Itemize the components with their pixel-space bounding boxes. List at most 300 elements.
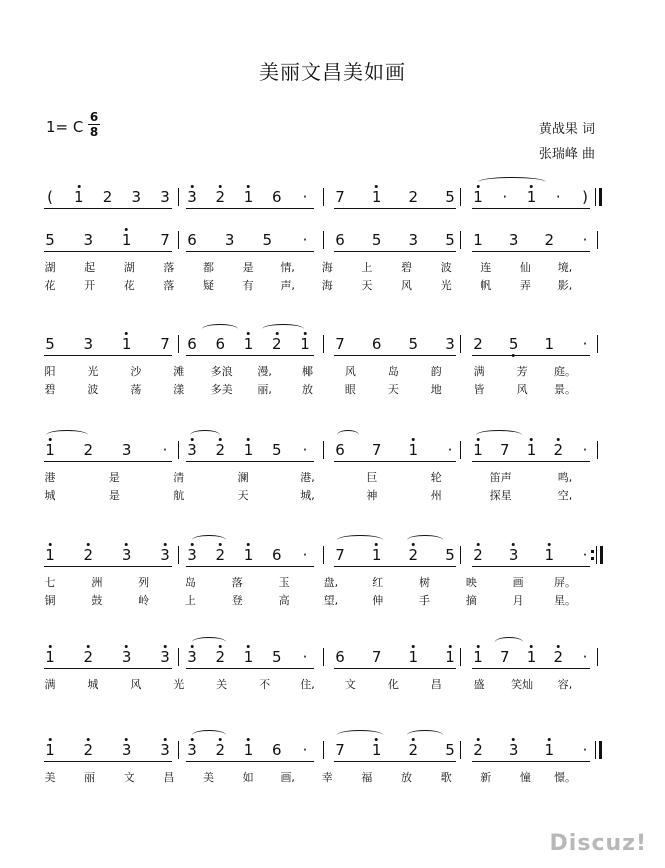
note-digit: 1	[243, 335, 254, 353]
barline	[597, 231, 598, 249]
note	[527, 648, 537, 666]
beam-underline	[334, 761, 456, 762]
lyric-syllable: 城	[87, 678, 99, 691]
note-digit: ·	[302, 741, 308, 759]
octave-dot	[375, 185, 378, 188]
note	[84, 441, 94, 459]
note-digit: 7	[371, 648, 382, 666]
note	[45, 546, 55, 564]
note	[335, 335, 345, 353]
lyric-syllable: 荡	[130, 383, 142, 396]
beam-underline	[334, 668, 456, 669]
note	[372, 441, 382, 459]
lyric-syllable: 昌	[163, 771, 175, 784]
lyric-syllable: 神	[366, 489, 378, 502]
repeat-barline-thin	[596, 546, 597, 564]
lyric-syllable: 湖	[123, 261, 135, 274]
note	[131, 188, 141, 206]
octave-dot	[557, 438, 560, 441]
note-digit: 1	[473, 188, 483, 206]
octave-dot	[412, 438, 415, 441]
note	[500, 648, 510, 666]
octave-dot	[190, 185, 193, 188]
lyric-syllable: 文	[344, 678, 356, 691]
note-digit: 1	[300, 335, 310, 353]
lyric-syllable: 映	[465, 576, 477, 589]
note-digit: 1	[121, 335, 132, 353]
lyric-syllable: 月	[512, 594, 524, 607]
lyric-syllable: 漫,	[257, 365, 272, 378]
note	[45, 441, 55, 459]
note-digit: 1	[526, 441, 537, 459]
repeat-dot	[591, 550, 594, 553]
lyric-syllable: 丽	[84, 771, 96, 784]
note-digit: 2	[83, 546, 94, 564]
note-digit: 1	[45, 741, 55, 759]
beam-underline	[334, 461, 456, 462]
staff-system	[0, 433, 665, 513]
note	[160, 741, 170, 759]
note-digit: 1	[445, 648, 455, 666]
note	[187, 335, 197, 353]
slur-arc	[262, 324, 304, 334]
note	[84, 648, 94, 666]
lyric-syllable: 笛声	[489, 471, 512, 484]
note	[527, 441, 537, 459]
slur-arc	[337, 430, 359, 440]
octave-dot	[125, 332, 128, 335]
barline	[178, 741, 179, 759]
final-barline-thin	[595, 741, 596, 759]
octave-dot	[163, 543, 166, 546]
note	[372, 546, 382, 564]
note	[473, 335, 483, 353]
note-digit: 3	[508, 231, 519, 249]
lyric-syllable: 风	[344, 365, 356, 378]
lyric-syllable: 化	[387, 678, 399, 691]
note-digit: 6	[271, 188, 282, 206]
note	[187, 546, 197, 564]
lyric-syllable: 花	[44, 279, 56, 292]
beam-underline	[334, 251, 456, 252]
note	[187, 231, 197, 249]
time-signature-bottom: 8	[89, 125, 99, 139]
note-digit: 2	[83, 441, 94, 459]
barline	[323, 741, 324, 759]
note-digit: 3	[121, 441, 132, 459]
lyric-syllable: 地	[430, 383, 442, 396]
time-signature-top: 6	[89, 110, 99, 124]
note-digit: ·	[582, 648, 588, 666]
octave-dot	[219, 185, 222, 188]
note-digit: 5	[371, 231, 382, 249]
octave-dot	[247, 185, 250, 188]
beam-underline	[472, 761, 590, 762]
barline	[460, 441, 461, 459]
note	[303, 231, 308, 249]
note	[303, 648, 308, 666]
note-digit: 2	[473, 335, 483, 353]
slur-arc	[46, 430, 88, 440]
note-digit: ·	[582, 741, 588, 759]
final-barline-thin	[595, 188, 596, 206]
note-digit: 3	[187, 648, 197, 666]
lyric-syllable: 伸	[372, 594, 384, 607]
note	[272, 546, 282, 564]
note	[244, 741, 254, 759]
lyric-syllable: 连	[480, 261, 492, 274]
lyric-syllable: 眼	[344, 383, 356, 396]
note	[45, 741, 55, 759]
staff-system	[0, 327, 665, 407]
note-digit: 3	[187, 188, 197, 206]
note-digit: 1	[371, 546, 382, 564]
note	[303, 546, 308, 564]
octave-dot	[247, 738, 250, 741]
note-digit: 1	[243, 741, 254, 759]
note	[160, 648, 170, 666]
note	[272, 741, 282, 759]
note-digit: 2	[473, 741, 483, 759]
note	[272, 188, 282, 206]
beam-underline	[44, 566, 172, 567]
note	[187, 441, 197, 459]
octave-dot	[512, 738, 515, 741]
note	[160, 188, 170, 206]
note-digit: 6	[187, 231, 197, 249]
octave-dot	[512, 543, 515, 546]
note	[372, 648, 382, 666]
note	[583, 546, 588, 564]
note	[187, 188, 197, 206]
lyric-syllable: 巨	[366, 471, 378, 484]
note-digit: 3	[160, 648, 170, 666]
note-digit: ·	[302, 231, 308, 249]
note-digit: 2	[271, 335, 282, 353]
lyric-syllable: 是	[108, 471, 120, 484]
lyric-syllable: 清	[173, 471, 185, 484]
note-digit: 7	[499, 441, 510, 459]
slur-arc	[337, 730, 383, 740]
barline	[178, 188, 179, 206]
note-digit: 6	[271, 546, 282, 564]
lyric-syllable: 盘,	[323, 576, 339, 589]
note-digit: 2	[83, 741, 94, 759]
lyric-syllable: 声,	[280, 279, 295, 292]
note	[473, 546, 483, 564]
beam-underline	[186, 461, 314, 462]
lyric-syllable: 画	[512, 576, 524, 589]
barline	[460, 546, 461, 564]
staff-system	[0, 223, 665, 303]
barline	[178, 335, 179, 353]
lyric-syllable: 有	[242, 279, 254, 292]
beam-underline	[334, 566, 456, 567]
note-digit: 2	[83, 648, 94, 666]
barline	[597, 441, 598, 459]
barline	[597, 335, 598, 353]
note	[545, 546, 555, 564]
note	[47, 188, 53, 206]
lyric-syllable: 海	[321, 279, 333, 292]
time-signature	[88, 111, 100, 138]
octave-dot	[412, 645, 415, 648]
barline	[323, 335, 324, 353]
note	[556, 188, 561, 206]
barline	[178, 231, 179, 249]
note-digit: 1	[45, 546, 55, 564]
octave-dot	[247, 543, 250, 546]
note-digit: 3	[408, 231, 419, 249]
octave-dot	[87, 738, 90, 741]
note	[122, 648, 132, 666]
lyric-syllable: 鸣,	[557, 471, 573, 484]
lyric-syllable: 屏。	[554, 576, 576, 589]
lyric-syllable: 韵	[430, 365, 442, 378]
lyric-syllable: 光	[87, 365, 99, 378]
note	[45, 335, 55, 353]
note	[445, 741, 455, 759]
lyric-syllable: 红	[372, 576, 384, 589]
note	[215, 188, 225, 206]
note-digit: 6	[187, 335, 197, 353]
lyric-syllable: 风	[516, 383, 528, 396]
beam-underline	[186, 355, 314, 356]
octave-dot	[163, 738, 166, 741]
note-digit: 5	[445, 741, 455, 759]
note-digit: 1	[73, 188, 84, 206]
note	[445, 231, 455, 249]
note	[84, 231, 94, 249]
beam-underline	[472, 355, 590, 356]
note	[409, 546, 419, 564]
slur-arc	[192, 730, 226, 740]
note	[372, 231, 382, 249]
note	[244, 441, 254, 459]
note-digit: ·	[302, 441, 308, 459]
note	[553, 441, 563, 459]
lyric-syllable: 玉	[278, 576, 290, 589]
note-digit: 2	[553, 648, 564, 666]
lyric-syllable: 境,	[557, 261, 573, 274]
note-digit: 1	[473, 648, 483, 666]
lyric-syllable: 芳	[516, 365, 528, 378]
lyric-syllable: 仙	[519, 261, 531, 274]
lyric-syllable: 七	[44, 576, 56, 589]
note	[84, 546, 94, 564]
note	[244, 188, 254, 206]
final-barline-thick	[599, 741, 602, 759]
note-digit: 7	[335, 335, 345, 353]
note-digit: 1	[243, 546, 254, 564]
beam-underline	[186, 566, 314, 567]
lyric-syllable: 列	[138, 576, 150, 589]
note-digit: 1	[544, 741, 555, 759]
lyric-syllable: 风	[130, 678, 142, 691]
note	[335, 546, 345, 564]
note	[45, 231, 55, 249]
note-digit: 3	[187, 741, 197, 759]
lyric-syllable: 岛	[184, 576, 196, 589]
note	[74, 188, 84, 206]
lyric-syllable: 城	[44, 489, 56, 502]
barline	[460, 188, 461, 206]
lyric-syllable: 满	[473, 365, 485, 378]
note-digit: ·	[302, 648, 308, 666]
slur-arc	[495, 637, 523, 647]
barline	[460, 648, 461, 666]
lyric-syllable: 是	[242, 261, 254, 274]
note	[372, 741, 382, 759]
note	[409, 441, 419, 459]
octave-dot	[476, 738, 479, 741]
octave-dot	[476, 645, 479, 648]
note	[545, 335, 555, 353]
note	[303, 188, 308, 206]
lyric-syllable: 情,	[280, 261, 295, 274]
lyric-syllable: 放	[302, 383, 313, 396]
lyric-syllable: 岭	[138, 594, 150, 607]
key-signature: 1= C	[46, 118, 84, 136]
octave-dot	[448, 645, 451, 648]
lyric-syllable: 航	[173, 489, 185, 502]
lyric-syllable: 不	[259, 678, 271, 691]
note-digit: 5	[445, 188, 455, 206]
lyric-syllable: 滩	[173, 365, 185, 378]
beam-underline	[44, 251, 172, 252]
note	[473, 188, 483, 206]
lyric-syllable: 摘	[465, 594, 477, 607]
note-digit: 5	[445, 231, 455, 249]
note-digit: 1	[121, 231, 132, 249]
barline	[178, 648, 179, 666]
barline	[460, 335, 461, 353]
note-digit: 3	[131, 188, 142, 206]
lyric-syllable: 沙	[130, 365, 142, 378]
note-digit: 6	[335, 648, 345, 666]
note	[215, 546, 225, 564]
lyric-syllable: 上	[361, 261, 373, 274]
lyric-syllable: 碧	[401, 261, 413, 274]
lyric-syllable: 光	[173, 678, 185, 691]
note	[303, 441, 308, 459]
lyric-syllable: 住,	[300, 678, 315, 691]
lyric-syllable: 开	[84, 279, 96, 292]
octave-dot	[476, 543, 479, 546]
note-digit: 3	[160, 546, 170, 564]
octave-dot	[548, 738, 551, 741]
lyric-syllable: 景。	[554, 383, 576, 396]
note	[445, 335, 455, 353]
note-digit: 1	[371, 188, 382, 206]
note-digit: 5	[271, 441, 282, 459]
note	[45, 648, 55, 666]
note-digit: 3	[121, 648, 132, 666]
lyric-syllable: 碧	[44, 383, 56, 396]
staff-system	[0, 538, 665, 618]
lyric-syllable: 文	[123, 771, 135, 784]
barline	[323, 231, 324, 249]
note	[187, 648, 197, 666]
slur-arc	[190, 430, 220, 440]
note-digit: 7	[335, 741, 345, 759]
note	[445, 648, 455, 666]
beam-underline	[186, 251, 314, 252]
note-digit: 3	[508, 741, 519, 759]
note	[244, 648, 254, 666]
note	[122, 741, 132, 759]
lyric-syllable: 高	[278, 594, 290, 607]
note-digit: ·	[162, 441, 168, 459]
lyric-syllable: 幸	[321, 771, 333, 784]
note	[187, 741, 197, 759]
lyric-syllable: 探星	[489, 489, 512, 502]
note-digit: 1	[45, 441, 55, 459]
note-digit: 5	[45, 335, 55, 353]
note-digit: 2	[408, 741, 419, 759]
note-digit: 3	[508, 546, 519, 564]
note	[215, 441, 225, 459]
note-digit: 2	[553, 441, 564, 459]
note	[553, 648, 563, 666]
lyric-syllable: 海	[321, 261, 333, 274]
octave-dot	[48, 738, 51, 741]
octave-dot	[548, 543, 551, 546]
note	[215, 335, 225, 353]
lyric-syllable: 上	[184, 594, 196, 607]
lyric-syllable: 落	[231, 576, 243, 589]
note	[583, 335, 588, 353]
lyric-syllable: 登	[231, 594, 243, 607]
note	[122, 335, 132, 353]
lyric-syllable: 天	[361, 279, 373, 292]
note-digit: 1	[243, 648, 254, 666]
slur-arc	[192, 535, 226, 545]
watermark: Discuz!	[549, 831, 647, 856]
note-digit: 3	[445, 335, 455, 353]
note-digit: 3	[224, 231, 235, 249]
beam-underline	[334, 355, 456, 356]
note-digit: 3	[121, 546, 132, 564]
repeat-barline-thick	[600, 546, 603, 564]
octave-dot	[77, 185, 80, 188]
lyric-syllable: 落	[163, 279, 175, 292]
note-digit: 1	[408, 648, 419, 666]
barline	[178, 441, 179, 459]
note	[527, 188, 537, 206]
lyric-syllable: 阳	[44, 365, 56, 378]
note	[303, 741, 308, 759]
lyric-syllable: 如	[242, 771, 254, 784]
beam-underline	[186, 668, 314, 669]
beam-underline	[472, 566, 590, 567]
score-title: 美丽文昌美如画	[259, 60, 406, 84]
beam-underline	[472, 461, 590, 462]
lyric-syllable: 盛	[473, 678, 485, 691]
note-digit: 2	[473, 546, 483, 564]
composer-credit: 张瑞峰 曲	[538, 147, 595, 162]
lyric-syllable: 椰	[302, 365, 313, 378]
lyric-syllable: 憧	[519, 771, 531, 784]
note-digit: ·	[582, 231, 588, 249]
note	[545, 741, 555, 759]
note	[335, 648, 345, 666]
note-digit: 7	[335, 188, 345, 206]
note-digit: 2	[215, 441, 226, 459]
beam-underline	[472, 668, 590, 669]
lyric-syllable: 天	[387, 383, 399, 396]
lyric-syllable: 憬。	[554, 771, 576, 784]
